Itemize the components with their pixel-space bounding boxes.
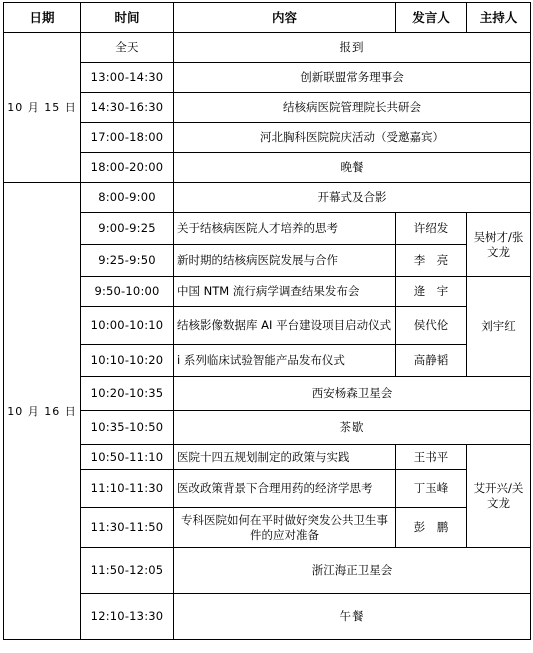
table-row (4, 277, 531, 307)
speaker-cell: 逄 宇 (396, 277, 467, 307)
content-cell: 关于结核病医院人才培养的思考 (174, 213, 396, 245)
header-host: 主持人 (467, 3, 531, 33)
content-cell: 河北胸科医院院庆活动（受邀嘉宾） (174, 123, 531, 153)
table-row (4, 508, 531, 548)
time-cell: 9:50-10:00 (81, 277, 174, 307)
content-cell: 西安杨森卫星会 (174, 377, 531, 411)
table-row (4, 63, 531, 93)
content-cell: 开幕式及合影 (174, 183, 531, 213)
header-speaker: 发言人 (396, 3, 467, 33)
table-row (4, 183, 531, 213)
content-cell: 浙江海正卫星会 (174, 548, 531, 594)
time-cell: 10:35-10:50 (81, 411, 174, 445)
content-cell: 创新联盟常务理事会 (174, 63, 531, 93)
table-row (4, 93, 531, 123)
time-cell: 12:10-13:30 (81, 594, 174, 640)
header-time: 时间 (81, 3, 174, 33)
time-cell: 11:50-12:05 (81, 548, 174, 594)
content-cell: 晚餐 (174, 153, 531, 183)
time-cell: 10:10-10:20 (81, 345, 174, 377)
table-row (4, 213, 531, 245)
header-content: 内容 (174, 3, 396, 33)
table-row (4, 153, 531, 183)
speaker-cell: 高静韬 (396, 345, 467, 377)
table-row (4, 345, 531, 377)
time-cell: 全天 (81, 33, 174, 63)
time-cell: 10:00-10:10 (81, 307, 174, 345)
table-row (4, 548, 531, 594)
time-cell: 11:10-11:30 (81, 470, 174, 508)
table-row (4, 307, 531, 345)
time-cell: 13:00-14:30 (81, 63, 174, 93)
content-cell: 茶歇 (174, 411, 531, 445)
speaker-cell: 李 亮 (396, 245, 467, 277)
time-cell: 11:30-11:50 (81, 508, 174, 548)
content-cell: i 系列临床试验智能产品发布仪式 (174, 345, 396, 377)
time-cell: 17:00-18:00 (81, 123, 174, 153)
content-cell: 中国 NTM 流行病学调查结果发布会 (174, 277, 396, 307)
time-cell: 10:20-10:35 (81, 377, 174, 411)
schedule-table (3, 2, 531, 640)
content-cell: 报到 (174, 33, 531, 63)
content-cell: 结核影像数据库 AI 平台建设项目启动仪式 (174, 307, 396, 345)
table-row (4, 377, 531, 411)
speaker-cell: 许绍发 (396, 213, 467, 245)
time-cell: 14:30-16:30 (81, 93, 174, 123)
header-date: 日期 (4, 3, 81, 33)
time-cell: 9:00-9:25 (81, 213, 174, 245)
speaker-cell: 王书平 (396, 445, 467, 470)
content-cell: 结核病医院管理院长共研会 (174, 93, 531, 123)
speaker-cell: 丁玉峰 (396, 470, 467, 508)
content-cell: 专科医院如何在平时做好突发公共卫生事件的应对准备 (174, 508, 396, 548)
time-cell: 9:25-9:50 (81, 245, 174, 277)
date-cell: 10 月 15 日 (4, 33, 81, 183)
time-cell: 18:00-20:00 (81, 153, 174, 183)
host-cell: 艾开兴/关文龙 (467, 445, 531, 548)
time-cell: 10:50-11:10 (81, 445, 174, 470)
table-row (4, 445, 531, 470)
speaker-cell: 彭 鹏 (396, 508, 467, 548)
speaker-cell: 侯代伦 (396, 307, 467, 345)
header-row (4, 3, 531, 33)
table-row (4, 411, 531, 445)
content-cell: 医改政策背景下合理用药的经济学思考 (174, 470, 396, 508)
table-row (4, 33, 531, 63)
table-row (4, 123, 531, 153)
table-row (4, 470, 531, 508)
host-cell: 刘宇红 (467, 277, 531, 377)
table-row (4, 245, 531, 277)
table-row (4, 594, 531, 640)
content-cell: 新时期的结核病医院发展与合作 (174, 245, 396, 277)
time-cell: 8:00-9:00 (81, 183, 174, 213)
content-cell: 医院十四五规划制定的政策与实践 (174, 445, 396, 470)
host-cell: 吴树才/张文龙 (467, 213, 531, 277)
content-cell: 午餐 (174, 594, 531, 640)
date-cell: 10 月 16 日 (4, 183, 81, 640)
